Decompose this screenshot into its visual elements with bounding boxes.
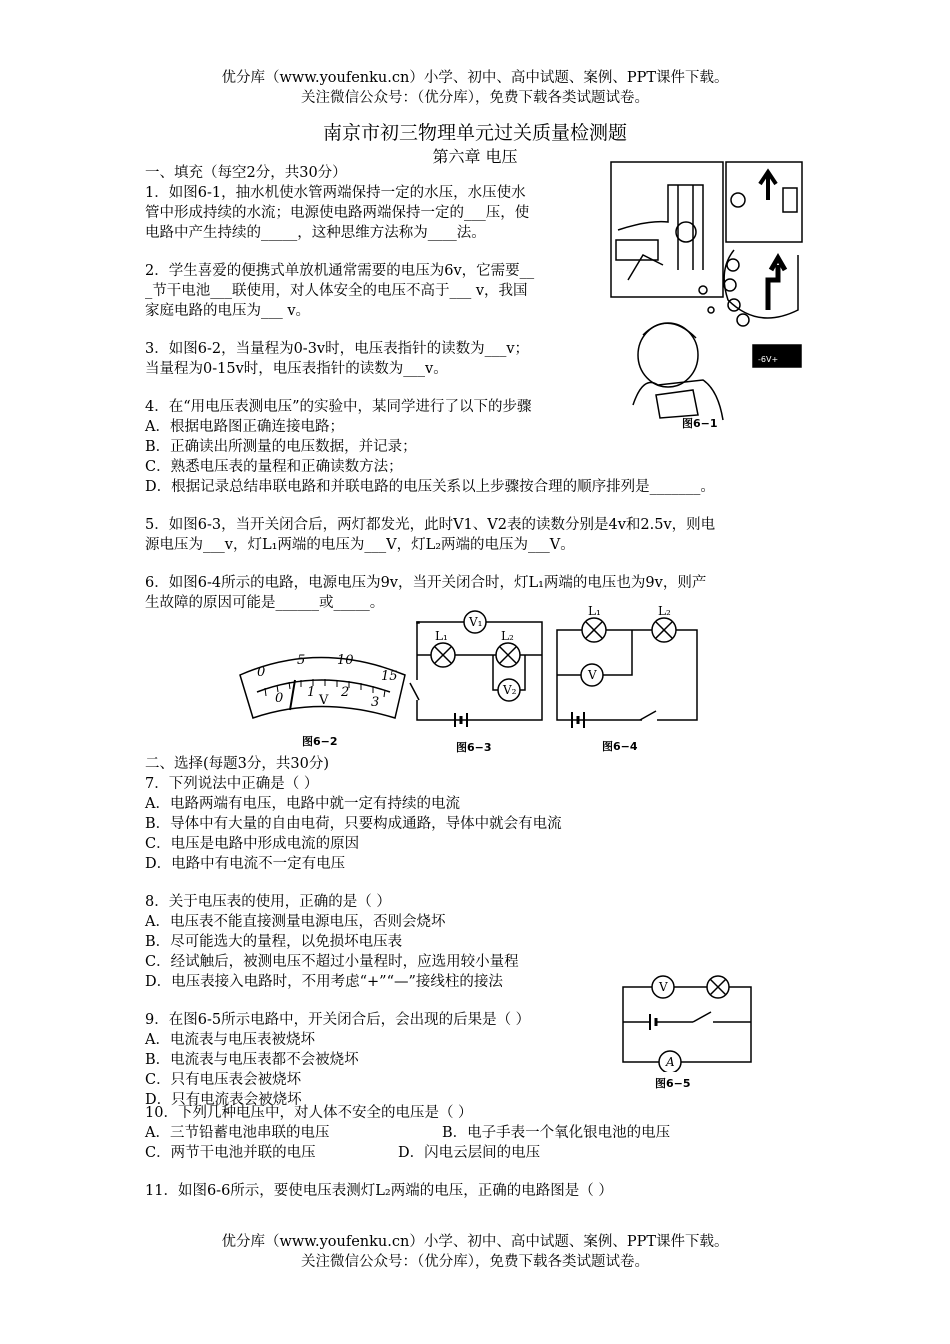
q2-line-2: _节干电池___联使用，对人体安全的电压不高于___ v，我国 [145,283,528,299]
figure-6-1-caption: 图6−1 [682,417,718,430]
figure-6-5-caption: 图6−5 [655,1077,691,1090]
meter-top-5: 5 [297,653,306,668]
header-line-1: 优分库（www.youfenku.cn）小学、初中、高中试题、案例、PPT课件下载。 [221,70,729,86]
bulb-icon [731,193,745,207]
q9-option-b: B．电流表与电压表都不会被烧坏 [145,1052,359,1068]
section2-heading: 二、选择(每题3分，共30分) [145,756,329,772]
l1-label: L₁ [435,629,448,643]
q8-option-a: A．电压表不能直接测量电源电压，否则会烧坏 [145,914,446,930]
q3-line-2: 当量程为0-15v时，电压表指针的读数为___v。 [145,361,448,377]
q7-option-d: D．电路中有电流不一定有电压 [145,856,346,872]
footer-line-2: 关注微信公众号：（优分库），免费下载各类试题试卷。 [301,1254,649,1270]
meter-bottom-3: 3 [371,695,380,710]
header-line-2: 关注微信公众号：（优分库），免费下载各类试题试卷。 [301,90,649,106]
page-title: 南京市初三物理单元过关质量检测题 [322,122,627,144]
meter-top-15: 15 [381,669,398,684]
arrow-up-icon [760,172,776,200]
meter-bottom-0: 0 [275,691,284,706]
q9-option-c: C．只有电压表会被烧坏 [145,1072,302,1088]
l2-label: L₂ [501,629,514,643]
q10-option-c: C．两节干电池并联的电压 [145,1145,316,1161]
figure-6-4-caption: 图6−4 [602,740,638,753]
q6-line-1: 6．如图6-4所示的电路，电源电压为9v，当开关闭合时，灯L₁两端的电压也为9v，则产 [145,575,707,591]
electric-panel-top [726,162,802,242]
section1-heading: 一、填充（每空2分，共30分） [145,165,347,181]
q2-line-1: 2．学生喜爱的便携式单放机通常需要的电压为6v，它需要__ [145,263,535,279]
q2-line-3: 家庭电路的电压为___ v。 [145,303,311,319]
q4-stem: 4．在“用电压表测电压”的实验中，某同学进行了以下的步骤 [145,399,532,415]
meter-pointer [290,680,295,710]
q8-option-b: B．尽可能选大的量程，以免损坏电压表 [145,934,403,950]
q5-line-1: 5．如图6-3，当开关闭合后，两灯都发光，此时V1、V2表的读数分别是4v和2.5v，则电 [145,517,716,533]
q6-line-2: 生故障的原因可能是______或_____。 [145,595,385,611]
battery-mark: -6V+ [758,355,779,364]
figure-6-3-caption: 图6−3 [456,741,492,754]
a-label: A [666,1055,675,1069]
q7-option-b: B．导体中有大量的自由电荷，只要构成通路，导体中就会有电流 [145,816,562,832]
q8-stem: 8．关于电压表的使用，正确的是（ ） [145,894,391,910]
page-subtitle: 第六章 电压 [432,147,518,166]
q7-stem: 7．下列说法中正确是（ ） [145,776,319,792]
q9-option-a: A．电流表与电压表被烧坏 [145,1032,315,1048]
q11-stem: 11．如图6-6所示，要使电压表测灯L₂两端的电压，正确的电路图是（ ） [145,1183,613,1199]
q4-option-b: B．正确读出所测量的电压数据，并记录； [145,439,417,455]
figure-6-2 [235,640,410,725]
book-icon [656,390,698,418]
q7-option-c: C．电压是电路中形成电流的原因 [145,836,360,852]
meter-bottom-1: 1 [307,685,316,700]
q10-option-a: A．三节铅蓄电池串联的电压 [145,1125,330,1141]
figure-6-5 [618,972,758,1072]
q10-option-b: B．电子手表一个氧化银电池的电压 [442,1125,671,1141]
q1-line-2: 管中形成持续的水流；电源使电路两端保持一定的___压，使 [145,205,530,221]
q4-option-c: C．熟悉电压表的量程和正确读数方法； [145,459,403,475]
figure-6-3 [405,605,550,735]
figure-6-1 [608,160,808,435]
l1-label: L₁ [588,605,601,618]
footer-line-1: 优分库（www.youfenku.cn）小学、初中、高中试题、案例、PPT课件下载。 [221,1234,729,1250]
v-label: V [659,980,668,994]
figure-6-2-caption: 图6−2 [302,735,338,748]
q5-line-2: 源电压为___v，灯L₁两端的电压为___V，灯L₂两端的电压为___V。 [145,537,575,553]
q3-line-1: 3．如图6-2，当量程为0-3v时，电压表指针的读数为___v； [145,341,530,357]
v2-label: V₂ [503,683,517,697]
meter-bottom-2: 2 [341,685,350,700]
meter-top-10: 10 [337,653,354,668]
water-pipe [618,185,703,270]
q4-option-d: D．根据记录总结串联电路和并联电路的电压关系以上步骤按合理的顺序排列是_______。 [145,479,715,495]
water-panel [611,162,723,297]
q1-line-3: 电路中产生持续的_____，这种思维方法称为____法。 [145,225,486,241]
meter-unit: V [319,693,329,708]
q4-option-a: A．根据电路图正确连接电路； [145,419,344,435]
meter-top-0: 0 [257,665,266,680]
v-label: V [588,668,597,682]
q10-option-d: D．闪电云层间的电压 [398,1145,541,1161]
figure-6-4 [552,605,702,733]
q10-stem: 10．下列几种电压中，对人体不安全的电压是（ ） [145,1105,473,1121]
arrow-icon [768,258,785,310]
q9-option-d: D．只有电流表会被烧坏 [145,1092,302,1108]
q1-line-1: 1．如图6-1，抽水机使水管两端保持一定的水压，水压使水 [145,185,526,201]
l2-label: L₂ [658,605,671,618]
q8-option-d: D．电压表接入电路时，不用考虑“+”“—”接线柱的接法 [145,974,503,990]
q8-option-c: C．经试触后，被测电压不超过小量程时，应选用较小量程 [145,954,519,970]
v1-label: V₁ [469,615,483,629]
q7-option-a: A．电路两端有电压，电路中就一定有持续的电流 [145,796,460,812]
q9-stem: 9．在图6-5所示电路中，开关闭合后，会出现的后果是（ ） [145,1012,531,1028]
